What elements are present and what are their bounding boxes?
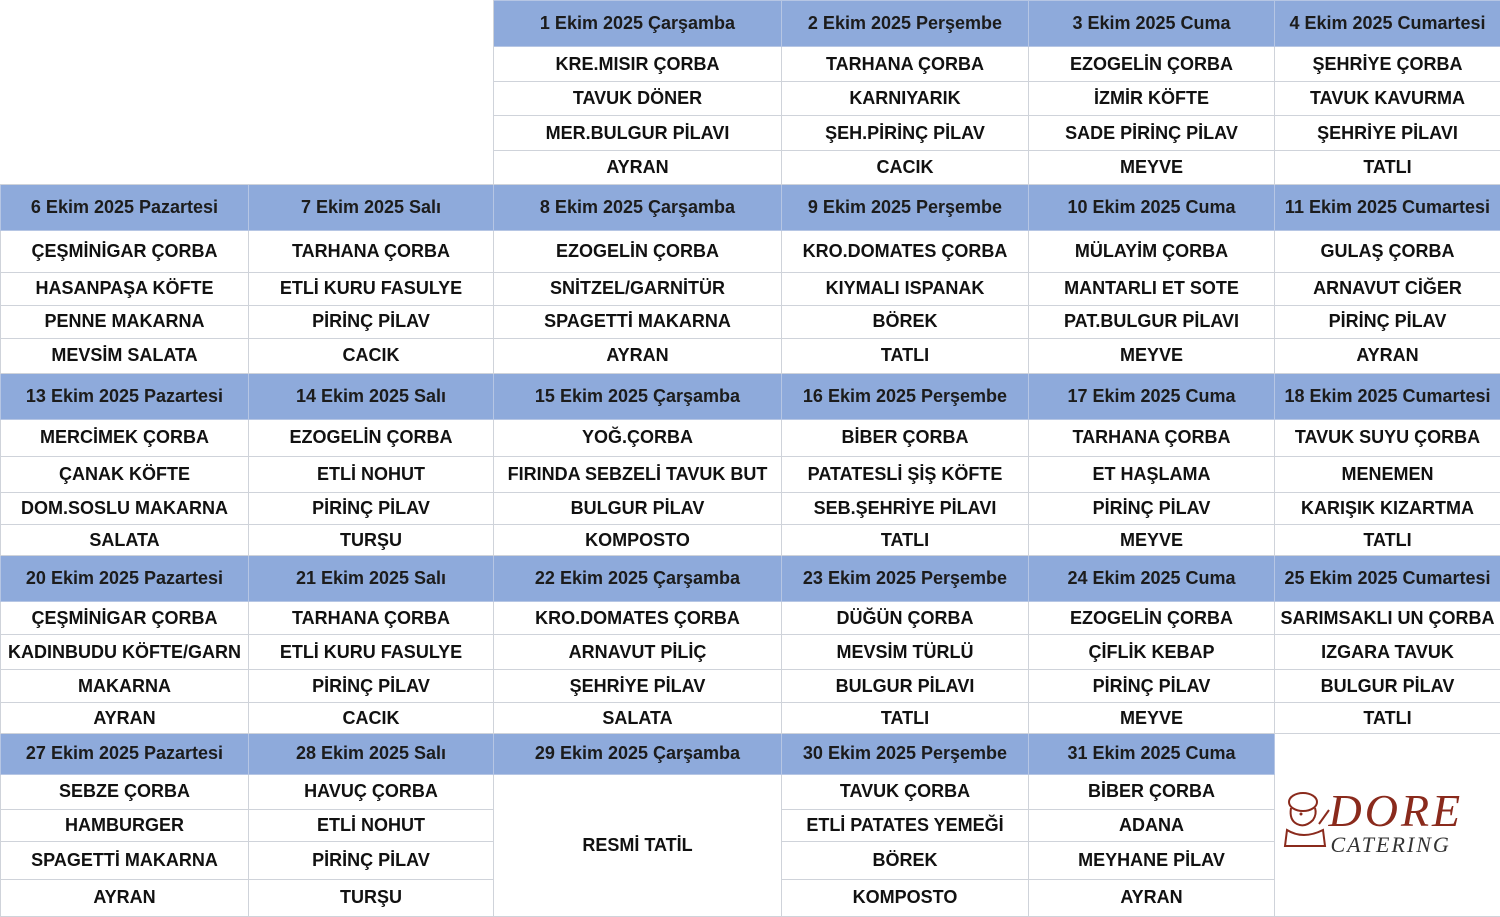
menu-cell: MEYVE xyxy=(1029,151,1275,185)
menu-cell: SARIMSAKLI UN ÇORBA xyxy=(1275,602,1500,635)
menu-cell: KARIŞIK KIZARTMA xyxy=(1275,492,1500,524)
menu-cell: MEYVE xyxy=(1029,703,1275,734)
holiday-cell: RESMİ TATİL xyxy=(494,774,782,917)
menu-cell: TATLI xyxy=(1275,525,1500,556)
day-header: 15 Ekim 2025 Çarşamba xyxy=(494,373,782,419)
menu-cell: ETLİ KURU FASULYE xyxy=(249,272,494,305)
menu-cell: MEVSİM TÜRLÜ xyxy=(782,635,1029,670)
menu-cell: BİBER ÇORBA xyxy=(782,419,1029,456)
menu-cell: DÜĞÜN ÇORBA xyxy=(782,602,1029,635)
day-header: 24 Ekim 2025 Cuma xyxy=(1029,556,1275,602)
menu-cell: ŞEHRİYE PİLAV xyxy=(494,670,782,703)
day-header: 30 Ekim 2025 Perşembe xyxy=(782,734,1029,774)
menu-cell: AYRAN xyxy=(1275,338,1500,373)
menu-cell: TARHANA ÇORBA xyxy=(1029,419,1275,456)
menu-cell: IZGARA TAVUK xyxy=(1275,635,1500,670)
menu-cell: PİRİNÇ PİLAV xyxy=(1029,670,1275,703)
menu-cell: ARNAVUT CİĞER xyxy=(1275,272,1500,305)
menu-cell: ŞEHRİYE PİLAVI xyxy=(1275,116,1500,151)
menu-cell: TATLI xyxy=(1275,703,1500,734)
menu-cell: MERCİMEK ÇORBA xyxy=(1,419,249,456)
day-header: 20 Ekim 2025 Pazartesi xyxy=(1,556,249,602)
day-header: 6 Ekim 2025 Pazartesi xyxy=(1,185,249,231)
day-header: 23 Ekim 2025 Perşembe xyxy=(782,556,1029,602)
menu-cell: MEYVE xyxy=(1029,338,1275,373)
day-header: 25 Ekim 2025 Cumartesi xyxy=(1275,556,1500,602)
menu-cell: BÖREK xyxy=(782,305,1029,338)
day-header: 21 Ekim 2025 Salı xyxy=(249,556,494,602)
menu-cell: ÇEŞMİNİGAR ÇORBA xyxy=(1,602,249,635)
menu-cell: TURŞU xyxy=(249,525,494,556)
menu-cell: TURŞU xyxy=(249,879,494,916)
menu-cell: MANTARLI ET SOTE xyxy=(1029,272,1275,305)
menu-cell: KOMPOSTO xyxy=(494,525,782,556)
day-header: 13 Ekim 2025 Pazartesi xyxy=(1,373,249,419)
menu-cell: MEYHANE PİLAV xyxy=(1029,841,1275,879)
menu-cell: BULGUR PİLAV xyxy=(1275,670,1500,703)
day-header: 11 Ekim 2025 Cumartesi xyxy=(1275,185,1500,231)
menu-cell: BULGUR PİLAV xyxy=(494,492,782,524)
menu-cell: ETLİ NOHUT xyxy=(249,809,494,841)
menu-cell: PİRİNÇ PİLAV xyxy=(249,841,494,879)
day-header: 14 Ekim 2025 Salı xyxy=(249,373,494,419)
menu-cell: AYRAN xyxy=(494,151,782,185)
day-header: 31 Ekim 2025 Cuma xyxy=(1029,734,1275,774)
logo-cell xyxy=(1275,734,1500,917)
menu-cell: TAVUK ÇORBA xyxy=(782,774,1029,809)
menu-cell: ÇEŞMİNİGAR ÇORBA xyxy=(1,231,249,272)
menu-cell: PİRİNÇ PİLAV xyxy=(249,305,494,338)
chef-icon xyxy=(1283,790,1331,850)
menu-cell: TATLI xyxy=(1275,151,1500,185)
menu-cell: ETLİ PATATES YEMEĞİ xyxy=(782,809,1029,841)
menu-cell: EZOGELİN ÇORBA xyxy=(494,231,782,272)
day-header: 29 Ekim 2025 Çarşamba xyxy=(494,734,782,774)
menu-cell: KOMPOSTO xyxy=(782,879,1029,916)
day-header: 2 Ekim 2025 Perşembe xyxy=(782,1,1029,47)
menu-cell: FIRINDA SEBZELİ TAVUK BUT xyxy=(494,456,782,492)
empty-corner xyxy=(1,1,494,185)
day-header: 16 Ekim 2025 Perşembe xyxy=(782,373,1029,419)
menu-cell: TAVUK DÖNER xyxy=(494,82,782,116)
menu-cell: TARHANA ÇORBA xyxy=(249,602,494,635)
menu-cell: MAKARNA xyxy=(1,670,249,703)
menu-cell: KRE.MISIR ÇORBA xyxy=(494,47,782,82)
menu-cell: ÇİFLİK KEBAP xyxy=(1029,635,1275,670)
day-header: 10 Ekim 2025 Cuma xyxy=(1029,185,1275,231)
menu-cell: SALATA xyxy=(1,525,249,556)
menu-cell: SALATA xyxy=(494,703,782,734)
menu-cell: SNİTZEL/GARNİTÜR xyxy=(494,272,782,305)
menu-cell: SEB.ŞEHRİYE PİLAVI xyxy=(782,492,1029,524)
menu-cell: PİRİNÇ PİLAV xyxy=(249,670,494,703)
day-header: 4 Ekim 2025 Cumartesi xyxy=(1275,1,1500,47)
menu-cell: ET HAŞLAMA xyxy=(1029,456,1275,492)
menu-cell: SADE PİRİNÇ PİLAV xyxy=(1029,116,1275,151)
menu-cell: EZOGELİN ÇORBA xyxy=(1029,47,1275,82)
day-header: 17 Ekim 2025 Cuma xyxy=(1029,373,1275,419)
menu-cell: AYRAN xyxy=(1,879,249,916)
logo-brand: DORE xyxy=(1328,784,1464,836)
menu-cell: ŞEH.PİRİNÇ PİLAV xyxy=(782,116,1029,151)
menu-cell: MEYVE xyxy=(1029,525,1275,556)
menu-cell: KRO.DOMATES ÇORBA xyxy=(494,602,782,635)
menu-cell: ÇANAK KÖFTE xyxy=(1,456,249,492)
menu-cell: PATATESLİ ŞİŞ KÖFTE xyxy=(782,456,1029,492)
menu-cell: MENEMEN xyxy=(1275,456,1500,492)
menu-cell: SPAGETTİ MAKARNA xyxy=(1,841,249,879)
menu-cell: SEBZE ÇORBA xyxy=(1,774,249,809)
menu-cell: TATLI xyxy=(782,703,1029,734)
day-header: 22 Ekim 2025 Çarşamba xyxy=(494,556,782,602)
menu-cell: PİRİNÇ PİLAV xyxy=(249,492,494,524)
menu-cell: ETLİ KURU FASULYE xyxy=(249,635,494,670)
day-header: 27 Ekim 2025 Pazartesi xyxy=(1,734,249,774)
day-header: 1 Ekim 2025 Çarşamba xyxy=(494,1,782,47)
day-header: 3 Ekim 2025 Cuma xyxy=(1029,1,1275,47)
day-header: 18 Ekim 2025 Cumartesi xyxy=(1275,373,1500,419)
dore-catering-logo xyxy=(1283,786,1493,860)
menu-cell: TAVUK KAVURMA xyxy=(1275,82,1500,116)
menu-cell: HAVUÇ ÇORBA xyxy=(249,774,494,809)
menu-cell: DOM.SOSLU MAKARNA xyxy=(1,492,249,524)
menu-cell: PİRİNÇ PİLAV xyxy=(1029,492,1275,524)
menu-cell: KADINBUDU KÖFTE/GARN xyxy=(1,635,249,670)
menu-cell: GULAŞ ÇORBA xyxy=(1275,231,1500,272)
menu-cell: TARHANA ÇORBA xyxy=(249,231,494,272)
menu-cell: ETLİ NOHUT xyxy=(249,456,494,492)
menu-cell: CACIK xyxy=(249,703,494,734)
menu-cell: YOĞ.ÇORBA xyxy=(494,419,782,456)
menu-cell: TATLI xyxy=(782,338,1029,373)
menu-cell: KARNIYARIK xyxy=(782,82,1029,116)
menu-cell: KIYMALI ISPANAK xyxy=(782,272,1029,305)
menu-cell: PİRİNÇ PİLAV xyxy=(1275,305,1500,338)
logo-subtitle: CATERING xyxy=(1330,831,1451,857)
menu-cell: HAMBURGER xyxy=(1,809,249,841)
menu-cell: MER.BULGUR PİLAVI xyxy=(494,116,782,151)
menu-cell: TAVUK SUYU ÇORBA xyxy=(1275,419,1500,456)
day-header: 7 Ekim 2025 Salı xyxy=(249,185,494,231)
day-header: 8 Ekim 2025 Çarşamba xyxy=(494,185,782,231)
menu-cell: PAT.BULGUR PİLAVI xyxy=(1029,305,1275,338)
menu-cell: AYRAN xyxy=(1029,879,1275,916)
menu-cell: BULGUR PİLAVI xyxy=(782,670,1029,703)
menu-cell: SPAGETTİ MAKARNA xyxy=(494,305,782,338)
menu-cell: BİBER ÇORBA xyxy=(1029,774,1275,809)
menu-cell: PENNE MAKARNA xyxy=(1,305,249,338)
menu-cell: MÜLAYİM ÇORBA xyxy=(1029,231,1275,272)
menu-cell: BÖREK xyxy=(782,841,1029,879)
menu-cell: AYRAN xyxy=(1,703,249,734)
menu-cell: MEVSİM SALATA xyxy=(1,338,249,373)
menu-cell: HASANPAŞA KÖFTE xyxy=(1,272,249,305)
menu-cell: EZOGELİN ÇORBA xyxy=(249,419,494,456)
menu-cell: AYRAN xyxy=(494,338,782,373)
day-header: 28 Ekim 2025 Salı xyxy=(249,734,494,774)
menu-cell: TATLI xyxy=(782,525,1029,556)
menu-cell: TARHANA ÇORBA xyxy=(782,47,1029,82)
menu-cell: CACIK xyxy=(782,151,1029,185)
menu-cell: EZOGELİN ÇORBA xyxy=(1029,602,1275,635)
menu-cell: İZMİR KÖFTE xyxy=(1029,82,1275,116)
menu-cell: ARNAVUT PİLİÇ xyxy=(494,635,782,670)
menu-cell: CACIK xyxy=(249,338,494,373)
menu-cell: KRO.DOMATES ÇORBA xyxy=(782,231,1029,272)
menu-cell: ADANA xyxy=(1029,809,1275,841)
menu-cell: ŞEHRİYE ÇORBA xyxy=(1275,47,1500,82)
day-header: 9 Ekim 2025 Perşembe xyxy=(782,185,1029,231)
